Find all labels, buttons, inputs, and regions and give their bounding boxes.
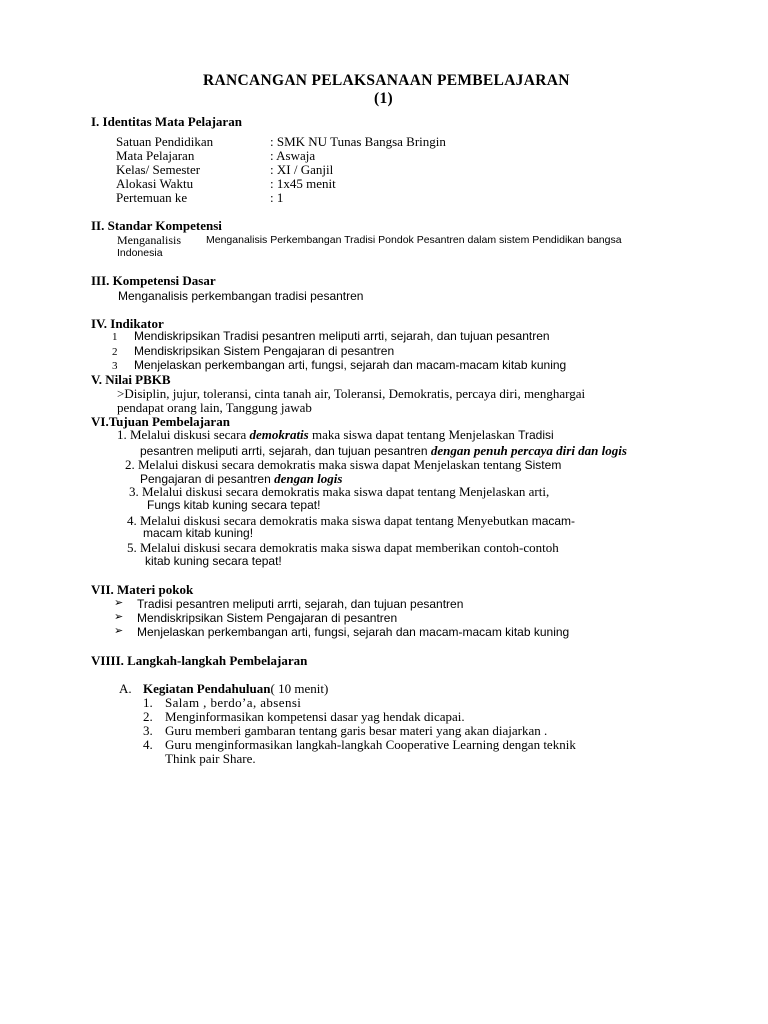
materi-pokok-item: Tradisi pesantren meliputi arrti, sejarah, dan tujuan pesantren [137, 597, 464, 611]
identitas-value: : XI / Ganjil [270, 162, 334, 177]
tujuan-emphasis: dengan logis [274, 471, 343, 486]
step-number: 1. [143, 695, 153, 710]
tujuan-text: Sistem [524, 458, 562, 472]
kegiatan-duration: ( 10 menit) [270, 681, 329, 696]
kompetensi-dasar-text: Menganalisis perkembangan tradisi pesantren [118, 289, 364, 303]
tujuan-item-3-cont: Fungs kitab kuning secara tepat! [147, 498, 321, 512]
identitas-value: : Aswaja [270, 148, 316, 163]
standar-kompetensi-text: Menganalisis Perkembangan Tradisi Pondok Pesantren dalam sistem Pendidikan bangsa [206, 234, 622, 246]
tujuan-text: 4. Melalui diskusi secara demokratis maka siswa dapat tentang Menyebutkan [127, 513, 532, 528]
kegiatan-pendahuluan-title [143, 682, 328, 695]
tujuan-text: Pengajaran di pesantren [140, 472, 275, 486]
materi-pokok-item: Menjelaskan perkembangan arti, fungsi, sejarah dan macam-macam kitab kuning [137, 625, 570, 639]
section-materi-pokok-heading: VII. Materi pokok [91, 582, 194, 597]
step-text: Menginformasikan kompetensi dasar yag hendak dicapai. [165, 709, 465, 724]
arrow-bullet-icon: ➢ [114, 625, 124, 637]
tujuan-emphasis: dengan penuh percaya diri dan logis [430, 443, 627, 458]
section-tujuan-heading: VI.Tujuan Pembelajaran [91, 414, 230, 429]
tujuan-item-4-cont: macam kitab kuning! [143, 526, 254, 540]
standar-kompetensi-text-start: Menganalisis [117, 233, 181, 247]
identitas-label: Pertemuan ke [116, 190, 188, 205]
tujuan-item-5: 5. Melalui diskusi secara demokratis maka siswa dapat memberikan contoh-contoh [127, 540, 559, 555]
tujuan-text: 2. Melalui diskusi secara demokratis maka siswa dapat Menjelaskan tentang [125, 457, 525, 472]
identitas-label: Alokasi Waktu [116, 176, 194, 191]
indikator-number: 3 [112, 360, 118, 372]
identitas-label: Kelas/ Semester [116, 162, 201, 177]
section-langkah-heading: VIIII. Langkah-langkah Pembelajaran [91, 653, 308, 668]
arrow-bullet-icon: ➢ [114, 597, 124, 609]
indikator-number: 2 [112, 346, 118, 358]
arrow-bullet-icon: ➢ [114, 611, 124, 623]
identitas-value: : 1 [270, 190, 284, 205]
tujuan-item-3: 3. Melalui diskusi secara demokratis maka siswa dapat tentang Menjelaskan arti, [129, 484, 550, 499]
standar-kompetensi-text-cont: Indonesia [117, 247, 163, 259]
identitas-value: : SMK NU Tunas Bangsa Bringin [270, 134, 446, 149]
section-identitas-heading: I. Identitas Mata Pelajaran [91, 114, 242, 129]
tujuan-text: 1. Melalui diskusi secara [117, 427, 250, 442]
materi-pokok-item: Mendiskripsikan Sistem Pengajaran di pesantren [137, 611, 398, 625]
document-title: RANCANGAN PELAKSANAAN PEMBELAJARAN [203, 72, 570, 89]
tujuan-emphasis: demokratis [249, 427, 309, 442]
nilai-pbkb-text: >Disiplin, jujur, toleransi, cinta tanah air, Toleransi, Demokratis, percaya diri, menghargai [117, 386, 586, 401]
section-nilai-pbkb-heading: V. Nilai PBKB [91, 372, 171, 387]
nilai-pbkb-text-cont: pendapat orang lain, Tanggung jawab [117, 400, 312, 415]
step-number: 2. [143, 709, 153, 724]
tujuan-text: maka siswa dapat tentang Menjelaskan [308, 427, 519, 442]
indikator-number: 1 [112, 331, 118, 343]
tujuan-text: pesantren meliputi arrti, sejarah, dan tujuan pesantren [140, 444, 431, 458]
section-standar-kompetensi-heading: II. Standar Kompetensi [91, 218, 222, 233]
section-indikator-heading: IV. Indikator [91, 316, 164, 331]
indikator-item: Mendiskripsikan Sistem Pengajaran di pesantren [134, 344, 395, 358]
step-number: 3. [143, 723, 153, 738]
tujuan-item-1 [117, 428, 554, 441]
kegiatan-letter: A. [119, 681, 132, 696]
step-text: Guru menginformasikan langkah-langkah Cooperative Learning dengan teknik [165, 737, 576, 752]
kegiatan-title-bold: Kegiatan Pendahuluan [143, 681, 271, 696]
identitas-value: : 1x45 menit [270, 176, 336, 191]
tujuan-text: macam- [531, 514, 576, 528]
identitas-label: Satuan Pendidikan [116, 134, 214, 149]
section-kompetensi-dasar-heading: III. Kompetensi Dasar [91, 273, 216, 288]
tujuan-item-5-cont: kitab kuning secara tepat! [145, 554, 282, 568]
step-number: 4. [143, 737, 153, 752]
step-text: Salam , berdo’a, absensi [165, 695, 302, 710]
step-text: Guru memberi gambaran tentang garis besar materi yang akan diajarkan . [165, 723, 548, 738]
indikator-item: Menjelaskan perkembangan arti, fungsi, sejarah dan macam-macam kitab kuning [134, 358, 567, 372]
indikator-item: Mendiskripsikan Tradisi pesantren meliputi arrti, sejarah, dan tujuan pesantren [134, 329, 550, 343]
identitas-label: Mata Pelajaran [116, 148, 195, 163]
document-title-number: (1) [374, 90, 393, 107]
tujuan-text: Tradisi [518, 428, 554, 442]
step-text-cont: Think pair Share. [165, 751, 256, 766]
